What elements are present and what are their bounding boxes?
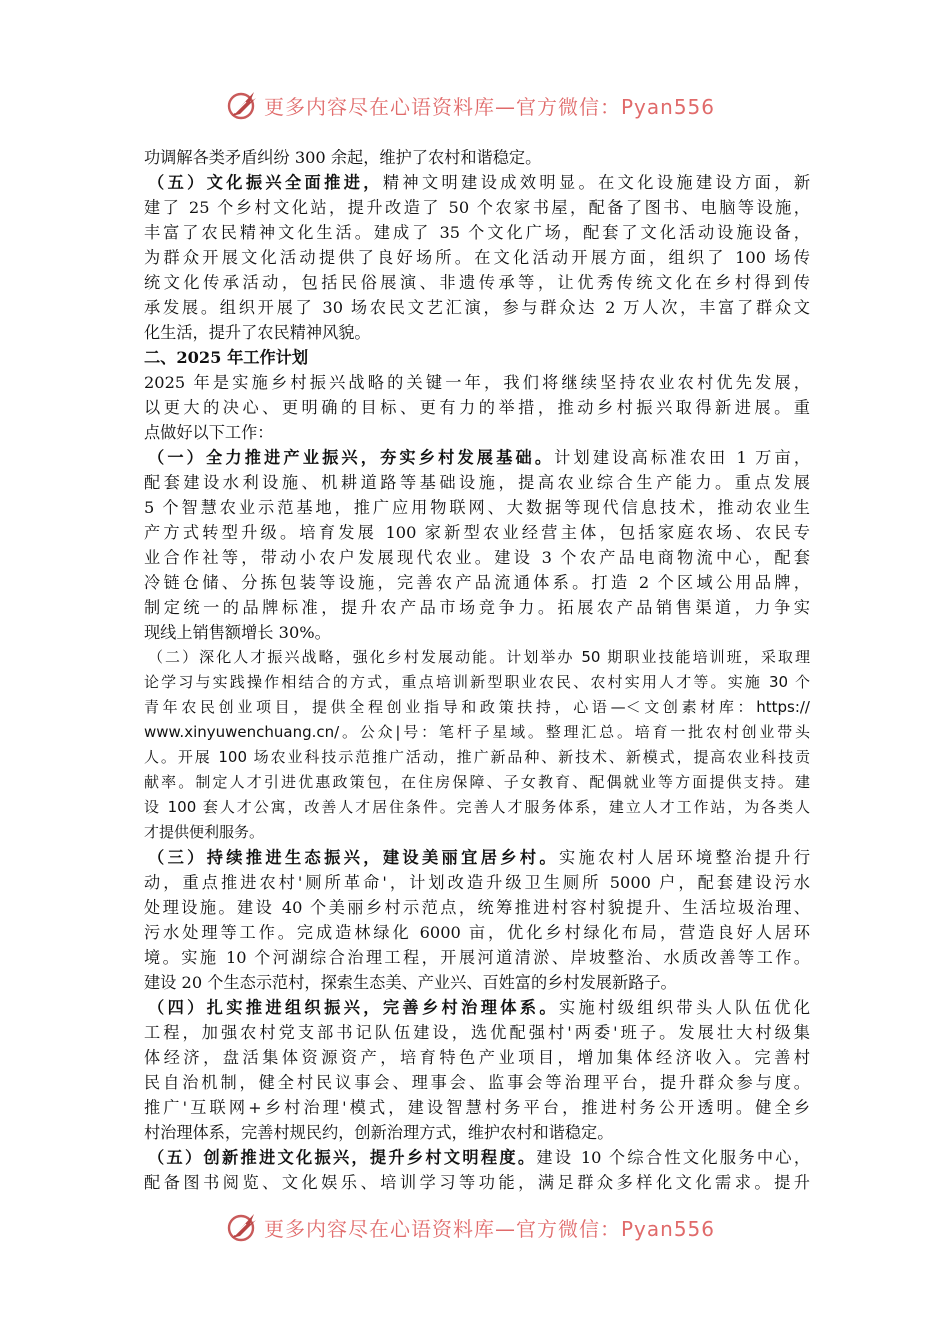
text-span: 实施农村人居环境整治提升行: [558, 848, 811, 867]
text-line: 处理设施。建设 40 个美丽乡村示范点，统筹推进村容村貌提升、生活垃圾治理、: [144, 898, 810, 917]
text-line: 才提供便利服务。: [144, 823, 265, 841]
text-line: 人。开展 100 场农业科技示范推广活动，推广新品种、新技术、新模式，提高农业科技贡: [144, 748, 810, 766]
text-line: 动，重点推进农村'厕所革命'，计划改造升级卫生厕所 5000 户，配套建设污水: [144, 873, 810, 892]
text-line: 境。实施 10 个河湖综合治理工程，开展河道清淤、岸坡整治、水质改善等工作。: [144, 948, 810, 967]
paragraph-heading-line: [144, 1145, 810, 1170]
text-line: 承发展。组织开展了 30 场农民文艺汇演，参与群众达 2 万人次，丰富了群众文: [144, 298, 810, 317]
text-line: 推广'互联网+乡村治理'模式，建设智慧村务平台，推进村务公开透明。健全乡: [144, 1098, 810, 1117]
text-line: 工程，加强农村党支部书记队伍建设，选优配强村'两委'班子。发展壮大村级集: [144, 1023, 810, 1042]
text-line: 论学习与实践操作相结合的方式，重点培训新型职业农民、农村实用人才等。实施 30 个: [144, 673, 810, 691]
document-body: [144, 145, 810, 1195]
text-line: 为群众开展文化活动提供了良好场所。在文化活动开展方面，组织了 100 场传: [144, 248, 810, 267]
paragraph-heading: （三）持续推进生态振兴，建设美丽宜居乡村。: [148, 848, 559, 867]
text-line: （二）深化人才振兴战略，强化乡村发展动能。计划举办 50 期职业技能培训班，采取理: [148, 648, 810, 666]
paragraph-heading-line: [144, 170, 810, 195]
text-span: 实施村级组织带头人队伍优化: [558, 998, 811, 1017]
text-line: 5 个智慧农业示范基地，推广应用物联网、大数据等现代信息技术，推动农业生: [144, 498, 810, 517]
text-line: 现线上销售额增长 30%。: [144, 623, 331, 642]
paragraph-heading: （四）扎实推进组织振兴，完善乡村治理体系。: [148, 998, 559, 1017]
text-line: 2025 年是实施乡村振兴战略的关键一年，我们将继续坚持农业农村优先发展，: [144, 373, 810, 392]
text-line: 点做好以下工作：: [144, 423, 274, 442]
text-line: 功调解各类矛盾纠纷 300 余起，维护了农村和谐稳定。: [144, 148, 542, 167]
paragraph-heading: （五）文化振兴全面推进，: [148, 173, 383, 192]
quill-logo-icon: [226, 1210, 260, 1244]
text-span: 精神文明建设成效明显。在文化设施建设方面，新: [382, 173, 811, 192]
text-line: www.xinyuwenchuang.cn/。公众|号：笔杆子星域。整理汇总。培育一批农村创业带头: [144, 723, 810, 741]
paragraph-heading: （五）创新推进文化振兴，提升乡村文明程度。: [148, 1148, 537, 1167]
text-line: 体经济，盘活集体资源资产，培育特色产业项目，增加集体经济收入。完善村: [144, 1048, 810, 1067]
text-line: 冷链仓储、分拣包装等设施，完善农产品流通体系。打造 2 个区域公用品牌，: [144, 573, 810, 592]
quill-logo-icon: [226, 88, 260, 122]
text-line: 配套建设水利设施、机耕道路等基础设施，提高农业综合生产能力。重点发展: [144, 473, 810, 492]
text-line: 丰富了农民精神文化生活。建成了 35 个文化广场，配套了文化活动设施设备，: [144, 223, 810, 242]
text-span: 建设 10 个综合性文化服务中心，: [536, 1148, 811, 1167]
paragraph-heading: （一）全力推进产业振兴，夯实乡村发展基础。: [148, 448, 555, 467]
text-line: 统文化传承活动，包括民俗展演、非遗传承等，让优秀传统文化在乡村得到传: [144, 273, 810, 292]
text-line: 污水处理等工作。完成造林绿化 6000 亩，优化乡村绿化布局，营造良好人居环: [144, 923, 810, 942]
text-line: 献率。制定人才引进优惠政策包，在住房保障、子女教育、配偶就业等方面提供支持。建: [144, 773, 810, 791]
paragraph-heading-line: [144, 845, 810, 870]
paragraph-heading-line: [144, 995, 810, 1020]
text-line: 建设 20 个生态示范村，探索生态美、产业兴、百姓富的乡村发展新路子。: [144, 973, 677, 992]
header-banner-text: 更多内容尽在心语资料库—官方微信：Pyan556: [264, 94, 716, 119]
footer-banner: [0, 1208, 950, 1248]
footer-banner-text: 更多内容尽在心语资料库—官方微信：Pyan556: [264, 1216, 716, 1241]
text-span: 计划建设高标准农田 1 万亩，: [554, 448, 811, 467]
text-line: 配备图书阅览、文化娱乐、培训学习等功能，满足群众多样化文化需求。提升: [144, 1173, 810, 1192]
text-line: 村治理体系，完善村规民约，创新治理方式，维护农村和谐稳定。: [144, 1123, 614, 1142]
text-line: 业合作社等，带动小农户发展现代农业。建设 3 个农产品电商物流中心，配套: [144, 548, 810, 567]
text-line: 青年农民创业项目，提供全程创业指导和政策扶持，心语—＜文创素材库：https://: [144, 698, 810, 716]
text-line: 建了 25 个乡村文化站，提升改造了 50 个农家书屋，配备了图书、电脑等设施，: [144, 198, 810, 217]
paragraph-heading-line: [144, 445, 810, 470]
text-line: 产方式转型升级。培育发展 100 家新型农业经营主体，包括家庭农场、农民专: [144, 523, 810, 542]
text-line: 以更大的决心、更明确的目标、更有力的举措，推动乡村振兴取得新进展。重: [144, 398, 810, 417]
header-banner: [0, 86, 950, 126]
text-line: 化生活，提升了农民精神风貌。: [144, 323, 371, 342]
text-line: 设 100 套人才公寓，改善人才居住条件。完善人才服务体系，建立人才工作站，为各类人: [144, 798, 810, 816]
text-line: 制定统一的品牌标准，提升农产品市场竞争力。拓展农产品销售渠道，力争实: [144, 598, 810, 617]
text-line: 民自治机制，健全村民议事会、理事会、监事会等治理平台，提升群众参与度。: [144, 1073, 810, 1092]
section-title: [144, 345, 810, 370]
section-title-text: 二、2025 年工作计划: [144, 348, 309, 367]
